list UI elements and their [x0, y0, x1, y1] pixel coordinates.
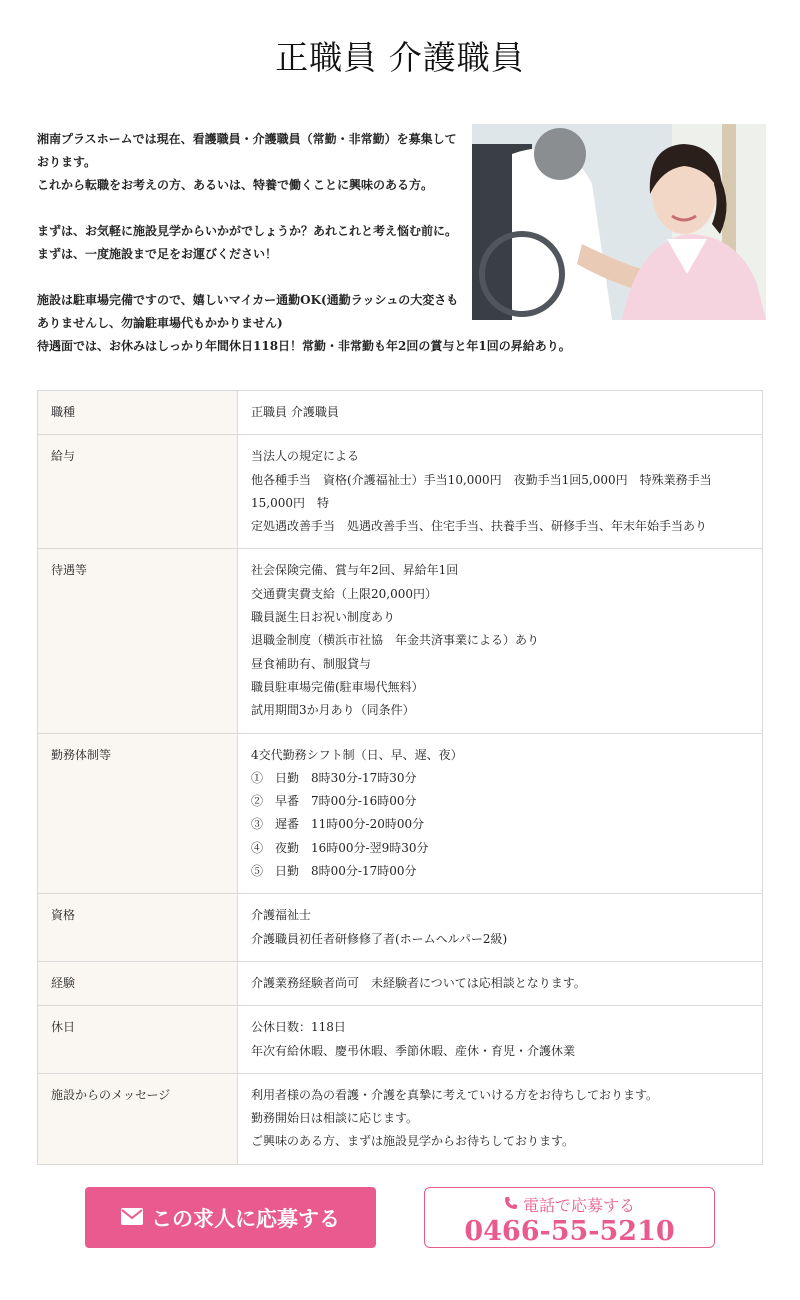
row-value [238, 549, 763, 733]
row-value-line: 試用期間3か月あり（同条件） [251, 703, 415, 718]
phone-apply-button[interactable] [424, 1187, 715, 1248]
row-value [238, 435, 763, 549]
intro-paragraph-3: 施設は駐車場完備ですので、嬉しいマイカー通勤OK(通勤ラッシュの大変さも ありませんし、勿論駐車場代もかかりません) [37, 293, 459, 330]
row-value [238, 391, 763, 435]
row-value-line: 定処遇改善手当 処遇改善手当、住宅手当、扶養手当、研修手当、年末年始手当あり [251, 519, 708, 534]
phone-apply-label-row [425, 1193, 714, 1216]
row-value-line: ④ 夜勤 16時00分-翌9時30分 [251, 840, 429, 855]
row-value [238, 1006, 763, 1074]
table-row [38, 733, 763, 894]
row-label: 経験 [38, 961, 238, 1005]
intro-paragraph-spacer [37, 197, 467, 220]
row-value-line: ① 日勤 8時30分-17時30分 [251, 770, 417, 785]
row-label: 勤務体制等 [38, 733, 238, 894]
row-value-line: 公休日数：118日 [251, 1020, 346, 1035]
row-value-line: 職員誕生日お祝い制度あり [251, 610, 396, 625]
row-value-line: ② 早番 7時00分-16時00分 [251, 794, 417, 809]
intro-paragraph-1: 湘南プラスホームでは現在、看護職員・介護職員（常勤・非常勤）を募集して おります。 これから転職をお考えの方、あるいは、特養で働くことに興味のある方。 [37, 132, 457, 192]
row-value-line: 昼食補助有、制服貸与 [251, 656, 372, 671]
table-row [38, 1073, 763, 1164]
phone-icon [504, 1195, 518, 1214]
caregiver-photo [472, 124, 766, 320]
row-value-line: 他各種手当 資格(介護福祉士）手当10,000円 夜勤手当1回5,000円 特殊業務手当 15,000円 特 [251, 472, 724, 510]
intro-text [37, 128, 571, 353]
row-value-line: 社会保険完備、賞与年2回、昇給年1回 [251, 563, 459, 578]
row-value-line: 職員駐車場完備(駐車場代無料） [251, 679, 424, 694]
row-label: 休日 [38, 1006, 238, 1074]
envelope-icon [121, 1205, 143, 1230]
row-value-line: 交通費実費支給（上限20,000円） [251, 586, 437, 601]
phone-apply-label: 電話で応募する [522, 1196, 635, 1215]
intro-last-line: 待遇面では、お休みはしっかり年間休日118日！常勤・非常勤も年2回の賞与と年1回の昇給あり。 [37, 339, 571, 353]
row-value-line: 4交代勤務シフト制（日、早、遅、夜） [251, 747, 463, 762]
intro-paragraph-spacer [37, 266, 467, 289]
table-row [38, 435, 763, 549]
page-title: 正職員 介護職員 [275, 38, 525, 77]
row-label: 施設からのメッセージ [38, 1073, 238, 1164]
caregiver-photo-illustration [472, 124, 766, 320]
intro-paragraph-2: まずは、お気軽に施設見学からいかがでしょうか？あれこれと考え悩む前に。 まずは、一度施設まで足をお運びください！ [37, 224, 458, 261]
row-label: 資格 [38, 894, 238, 962]
row-label: 待遇等 [38, 549, 238, 733]
job-details-table [37, 390, 763, 1165]
row-value-line: 退職金制度（横浜市社協 年金共済事業による）あり [251, 633, 540, 648]
table-row [38, 894, 763, 962]
row-value [238, 894, 763, 962]
row-value [238, 961, 763, 1005]
table-row [38, 961, 763, 1005]
table-row [38, 549, 763, 733]
phone-number: 0466-55-5210 [464, 1216, 675, 1247]
row-value-line: 当法人の規定による [251, 449, 360, 464]
row-label: 給与 [38, 435, 238, 549]
apply-button[interactable] [85, 1187, 376, 1248]
row-value-line: 介護職員初任者研修修了者(ホームヘルパー2級) [251, 931, 508, 946]
row-value-line: ③ 遅番 11時00分-20時00分 [251, 817, 425, 832]
row-value-line: 年次有給休暇、慶弔休暇、季節休暇、産休・育児・介護休業 [251, 1043, 576, 1058]
row-value-line: 勤務開始日は相談に応じます。 [251, 1111, 419, 1126]
row-value [238, 733, 763, 894]
table-row [38, 1006, 763, 1074]
row-label: 職種 [38, 391, 238, 435]
row-value-line: ⑤ 日勤 8時00分-17時00分 [251, 864, 417, 879]
row-value [238, 1073, 763, 1164]
row-value-line: 介護業務経験者尚可 未経験者については応相談となります。 [251, 975, 586, 990]
apply-button-label: この求人に応募する [151, 1205, 340, 1231]
row-value-line: 介護福祉士 [251, 908, 312, 923]
row-value-line: ご興味のある方、まずは施設見学からお待ちしております。 [251, 1134, 575, 1149]
table-row [38, 391, 763, 435]
row-value-line: 正職員 介護職員 [251, 405, 339, 419]
row-value-line: 利用者様の為の看護・介護を真摯に考えていける方をお待ちしております。 [251, 1087, 659, 1102]
